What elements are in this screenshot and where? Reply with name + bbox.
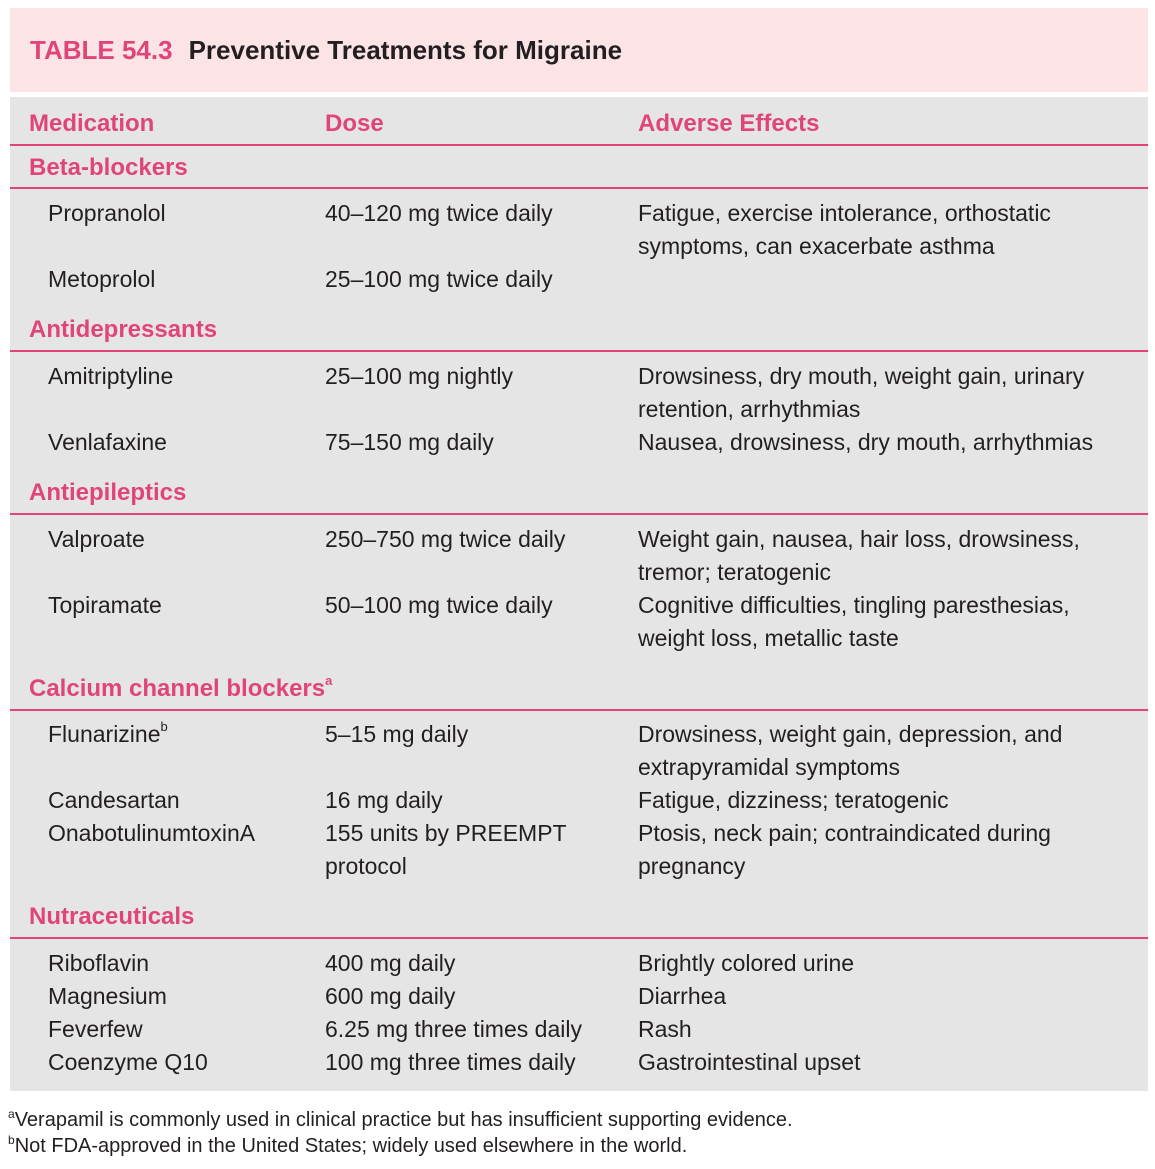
dose-value: 40–120 mg twice daily	[325, 200, 553, 226]
header-adverse-effects: Adverse Effects	[638, 110, 820, 137]
group-heading-antiepileptics: Antiepileptics	[29, 479, 187, 506]
medication-name: Propranolol	[48, 200, 166, 226]
medication-name: Valproate	[48, 526, 145, 552]
medication-name: Flunarizine$^b$	[48, 719, 168, 747]
dose-value: 250–750 mg twice daily	[325, 526, 566, 552]
header-medication: Medication	[29, 110, 155, 137]
medication-name: OnabotulinumtoxinA	[48, 820, 256, 846]
group-heading-beta-blockers: Beta-blockers	[29, 154, 188, 181]
medication-name: Venlafaxine	[48, 429, 167, 455]
adverse-effects: Diarrhea	[638, 983, 727, 1009]
group-divider	[10, 187, 1148, 189]
table-title-bar	[10, 8, 1148, 92]
dose-value: 6.25 mg three times daily	[325, 1016, 582, 1042]
medication-name: Topiramate	[48, 592, 162, 618]
adverse-effects: Weight gain, nausea, hair loss, drowsiness, tremor; teratogenic	[638, 526, 1080, 585]
group-divider	[10, 350, 1148, 352]
dose-value: 5–15 mg daily	[325, 721, 469, 747]
group-heading-calcium-channel-blockers: Calcium channel blockers$^a$	[29, 673, 333, 702]
adverse-effects: Fatigue, dizziness; teratogenic	[638, 787, 949, 813]
medication-name: Candesartan	[48, 787, 180, 813]
adverse-effects: Gastrointestinal upset	[638, 1049, 861, 1075]
footnote-b: $^b$Not FDA-approved in the United States; widely used elsewhere in the world.	[8, 1133, 688, 1157]
treatment-table	[10, 97, 1148, 1091]
adverse-effects: Nausea, drowsiness, dry mouth, arrhythmias	[638, 429, 1094, 455]
medication-name: Riboflavin	[48, 950, 149, 976]
dose-value: 155 units by PREEMPT protocol	[325, 820, 567, 879]
footnote-marker-b: b	[160, 719, 168, 735]
header-divider	[10, 144, 1148, 146]
dose-value: 50–100 mg twice daily	[325, 592, 553, 618]
group-divider	[10, 937, 1148, 939]
adverse-effects: Ptosis, neck pain; contraindicated during pregnancy	[638, 820, 1051, 879]
adverse-effects: Cognitive difficulties, tingling paresthesias, weight loss, metallic taste	[638, 592, 1070, 651]
medication-name: Magnesium	[48, 983, 167, 1009]
table-title: Preventive Treatments for Migraine	[188, 34, 623, 65]
dose-value: 100 mg three times daily	[325, 1049, 576, 1075]
dose-value: 400 mg daily	[325, 950, 456, 976]
dose-value: 25–100 mg twice daily	[325, 266, 553, 292]
medication-name: Amitriptyline	[48, 363, 174, 389]
medication-name: Feverfew	[48, 1016, 143, 1042]
adverse-effects: Fatigue, exercise intolerance, orthostatic symptoms, can exacerbate asthma	[638, 200, 1051, 259]
dose-value: 25–100 mg nightly	[325, 363, 513, 389]
medication-name: Coenzyme Q10	[48, 1049, 208, 1075]
group-heading-nutraceuticals: Nutraceuticals	[29, 903, 195, 930]
adverse-effects: Drowsiness, weight gain, depression, and extrapyramidal symptoms	[638, 721, 1063, 780]
adverse-effects: Drowsiness, dry mouth, weight gain, urinary retention, arrhythmias	[638, 363, 1085, 422]
dose-value: 75–150 mg daily	[325, 429, 494, 455]
table-number: TABLE 54.3	[30, 34, 173, 65]
dose-value: 16 mg daily	[325, 787, 443, 813]
group-divider	[10, 513, 1148, 515]
dose-value: 600 mg daily	[325, 983, 456, 1009]
footnote-marker-a: a	[325, 673, 333, 688]
adverse-effects: Brightly colored urine	[638, 950, 855, 976]
medication-name: Metoprolol	[48, 266, 156, 292]
group-divider	[10, 709, 1148, 711]
header-dose: Dose	[325, 110, 384, 137]
footnote-a: $^a$Verapamil is commonly used in clinical practice but has insufficient supporting evidence.	[8, 1107, 793, 1131]
adverse-effects: Rash	[638, 1016, 692, 1042]
group-heading-antidepressants: Antidepressants	[29, 316, 218, 343]
